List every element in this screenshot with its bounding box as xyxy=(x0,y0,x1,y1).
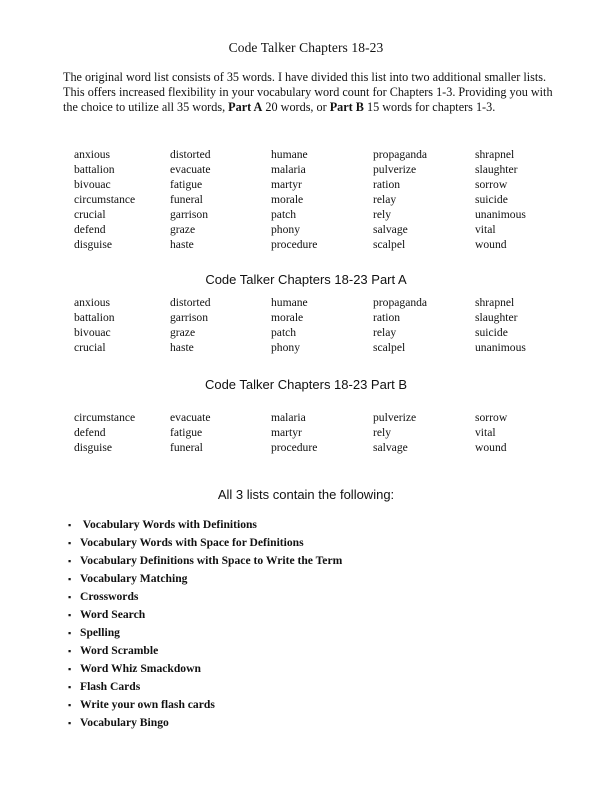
full-word-list xyxy=(74,147,554,252)
feature-list-item xyxy=(68,642,342,660)
vocab-word: patch xyxy=(271,326,297,339)
feature-label: Word Scramble xyxy=(80,644,159,657)
vocab-word: phony xyxy=(271,341,300,354)
vocab-word: malaria xyxy=(271,163,306,176)
contains-heading: All 3 lists contain the following: xyxy=(217,487,395,502)
vocab-word: vital xyxy=(475,223,496,236)
feature-list-item xyxy=(68,588,342,606)
vocab-word: morale xyxy=(271,311,304,324)
vocab-word: humane xyxy=(271,296,308,309)
features-list xyxy=(68,516,342,732)
vocab-word: phony xyxy=(271,223,300,236)
vocab-word: morale xyxy=(271,193,304,206)
vocab-word: circumstance xyxy=(74,411,136,424)
feature-list-item xyxy=(68,696,342,714)
vocab-word: ration xyxy=(373,311,401,324)
feature-list-item xyxy=(68,624,342,642)
vocab-word: vital xyxy=(475,426,496,439)
vocab-word: evacuate xyxy=(170,163,211,176)
feature-label: Spelling xyxy=(80,626,120,639)
vocab-word: pulverize xyxy=(373,411,417,424)
vocab-word: bivouac xyxy=(74,178,111,191)
vocab-word: fatigue xyxy=(170,426,203,439)
vocab-word: scalpel xyxy=(373,341,406,354)
vocab-word: distorted xyxy=(170,148,211,161)
bullet-icon: ▪ xyxy=(68,592,72,602)
vocab-word: humane xyxy=(271,148,308,161)
feature-label: Vocabulary Bingo xyxy=(80,716,169,729)
feature-list-item xyxy=(68,606,342,624)
vocab-word: relay xyxy=(373,193,397,206)
vocab-word: garrison xyxy=(170,208,208,221)
part-a-label: Part A xyxy=(228,100,263,114)
vocab-word: defend xyxy=(74,426,106,439)
feature-label: Write your own flash cards xyxy=(80,698,215,711)
vocab-word: haste xyxy=(170,341,194,354)
vocab-word: suicide xyxy=(475,193,508,206)
part-a-heading: Code Talker Chapters 18-23 Part A xyxy=(205,272,407,287)
vocab-word: garrison xyxy=(170,311,208,324)
vocab-word: anxious xyxy=(74,148,111,161)
bullet-icon: ▪ xyxy=(68,682,72,692)
bullet-icon: ▪ xyxy=(68,646,72,656)
intro-text-3: 15 words for chapters 1-3. xyxy=(363,100,496,114)
vocab-word: relay xyxy=(373,326,397,339)
vocab-word: ration xyxy=(373,178,401,191)
feature-list-item xyxy=(68,516,342,534)
vocab-word: salvage xyxy=(373,223,408,236)
feature-label: Vocabulary Definitions with Space to Write the Term xyxy=(80,554,343,567)
feature-list-item xyxy=(68,714,342,732)
vocab-word: funeral xyxy=(170,441,203,454)
vocab-word: defend xyxy=(74,223,106,236)
vocab-word: scalpel xyxy=(373,238,406,251)
bullet-icon: ▪ xyxy=(68,700,72,710)
vocab-word: martyr xyxy=(271,426,302,439)
part-b-heading: Code Talker Chapters 18-23 Part B xyxy=(204,377,408,392)
vocab-word: salvage xyxy=(373,441,408,454)
vocab-word: battalion xyxy=(74,311,115,324)
feature-list-item xyxy=(68,678,342,696)
part-b-word-list xyxy=(74,410,554,455)
vocab-word: disguise xyxy=(74,441,113,454)
vocab-word: unanimous xyxy=(475,208,526,221)
vocab-word: rely xyxy=(373,208,392,221)
vocab-word: graze xyxy=(170,326,196,339)
bullet-icon: ▪ xyxy=(68,664,72,674)
part-b-label: Part B xyxy=(329,100,364,114)
page-title: Code Talker Chapters 18-23 xyxy=(228,40,384,55)
vocab-word: battalion xyxy=(74,163,115,176)
part-a-word-list xyxy=(74,295,554,355)
bullet-icon: ▪ xyxy=(68,628,72,638)
feature-list-item xyxy=(68,552,342,570)
vocab-word: shrapnel xyxy=(475,148,515,161)
vocab-word: malaria xyxy=(271,411,306,424)
vocab-word: patch xyxy=(271,208,297,221)
vocab-word: sorrow xyxy=(475,411,508,424)
feature-label: Vocabulary Words with Definitions xyxy=(80,518,257,531)
intro-text-2: 20 words, or xyxy=(262,100,330,114)
feature-label: Vocabulary Words with Space for Definitions xyxy=(80,536,304,549)
vocab-word: crucial xyxy=(74,208,106,221)
vocab-word: crucial xyxy=(74,341,106,354)
bullet-icon: ▪ xyxy=(68,556,72,566)
vocab-word: wound xyxy=(475,238,507,251)
bullet-icon: ▪ xyxy=(68,520,72,530)
vocab-word: martyr xyxy=(271,178,302,191)
feature-label: Word Whiz Smackdown xyxy=(80,662,201,675)
feature-list-item xyxy=(68,570,342,588)
feature-list-item xyxy=(68,660,342,678)
feature-label: Vocabulary Matching xyxy=(80,572,188,585)
bullet-icon: ▪ xyxy=(68,574,72,584)
feature-list-item xyxy=(68,534,342,552)
bullet-icon: ▪ xyxy=(68,718,72,728)
vocab-word: fatigue xyxy=(170,178,203,191)
vocab-word: slaughter xyxy=(475,311,518,324)
vocab-word: unanimous xyxy=(475,341,526,354)
vocab-word: sorrow xyxy=(475,178,508,191)
vocab-word: shrapnel xyxy=(475,296,515,309)
vocab-word: circumstance xyxy=(74,193,136,206)
vocab-word: procedure xyxy=(271,441,318,454)
vocab-word: bivouac xyxy=(74,326,111,339)
vocab-word: procedure xyxy=(271,238,318,251)
vocab-word: haste xyxy=(170,238,194,251)
vocab-word: anxious xyxy=(74,296,111,309)
vocab-word: slaughter xyxy=(475,163,518,176)
vocab-word: pulverize xyxy=(373,163,417,176)
vocab-word: evacuate xyxy=(170,411,211,424)
vocab-word: disguise xyxy=(74,238,113,251)
intro-text-1: The original word list consists of 35 words. I have divided this list into two additional smaller lists. This offers increased flexibility in your vocabulary word count for Chapters 1-3. Providing you with the choice to utilize all 35 words, xyxy=(63,70,553,114)
bullet-icon: ▪ xyxy=(68,610,72,620)
vocab-word: distorted xyxy=(170,296,211,309)
feature-label: Word Search xyxy=(80,608,146,621)
vocab-word: propaganda xyxy=(373,296,428,309)
bullet-icon: ▪ xyxy=(68,538,72,548)
vocab-word: graze xyxy=(170,223,196,236)
vocab-word: wound xyxy=(475,441,507,454)
intro-paragraph xyxy=(63,70,558,115)
feature-label: Crosswords xyxy=(80,590,139,603)
vocab-word: propaganda xyxy=(373,148,428,161)
vocab-word: rely xyxy=(373,426,392,439)
feature-label: Flash Cards xyxy=(80,680,141,693)
vocab-word: funeral xyxy=(170,193,203,206)
vocab-word: suicide xyxy=(475,326,508,339)
